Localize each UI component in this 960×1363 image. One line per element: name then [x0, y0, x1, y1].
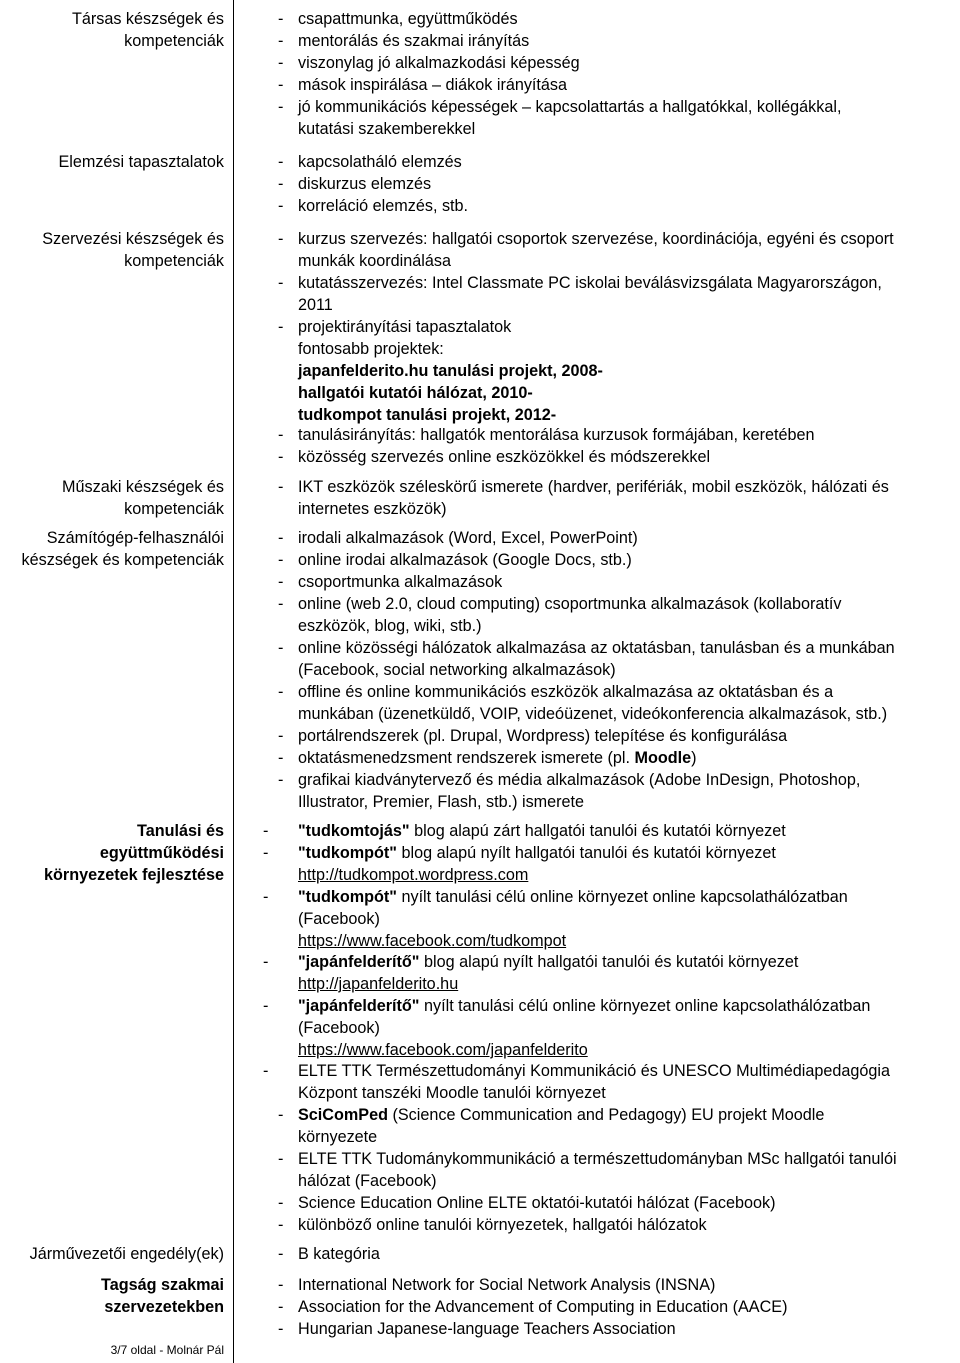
bullet-dash: - [278, 10, 284, 28]
section-label [0, 1274, 224, 1318]
section-label [0, 1243, 224, 1265]
section-label-line: Szervezési készségek és [42, 230, 224, 248]
list-item: hálózat (Facebook) [298, 1172, 437, 1190]
section-label-line: kompetenciák [124, 252, 224, 270]
list-item: Association for the Advancement of Computing in Education (AACE) [298, 1298, 788, 1316]
section-label [0, 476, 224, 520]
bullet-dash: - [278, 771, 284, 789]
bullet-dash: - [278, 1216, 284, 1234]
list-item: eszközök, blog, wiki, stb.) [298, 617, 482, 635]
bullet-dash: - [278, 573, 284, 591]
list-item: ELTE TTK Természettudományi Kommunikáció és UNESCO Multimédiapedagógia [298, 1062, 890, 1080]
list-item: csoportmunka alkalmazások [298, 573, 503, 591]
list-item: ELTE TTK Tudománykommunikáció a természettudományban MSc hallgatói tanulói [298, 1150, 897, 1168]
list-item: kutatási szakemberekkel [298, 120, 476, 138]
section-label-line: készségek és kompetenciák [21, 551, 224, 569]
list-item: Központ tanszéki Moodle tanulói környezet [298, 1084, 606, 1102]
list-item: munkában (üzenetküldő, VOIP, videóüzenet, videókonferencia alkalmazások, stb.) [298, 705, 888, 723]
section-label-line: szervezetekben [104, 1298, 224, 1316]
bullet-dash: - [278, 153, 284, 171]
bullet-dash: - [278, 1276, 284, 1294]
list-item: SciComPed (Science Communication and Pedagogy) EU projekt Moodle [298, 1106, 825, 1124]
section-label-line: Járművezetői engedély(ek) [29, 1245, 224, 1263]
bullet-dash: - [263, 888, 269, 906]
list-item: csapattmunka, együttműködés [298, 10, 518, 28]
bullet-dash: - [278, 551, 284, 569]
bullet-dash: - [278, 595, 284, 613]
bold-keyword: "japánfelderítő" [298, 953, 420, 971]
column-divider [233, 0, 234, 1363]
list-item: munkák koordinálása [298, 252, 451, 270]
bullet-dash: - [278, 32, 284, 50]
bullet-dash: - [278, 478, 284, 496]
item-link[interactable]: http://japanfelderito.hu [298, 975, 459, 993]
list-item: online közösségi hálózatok alkalmazása az oktatásban, tanulásban és a munkában [298, 639, 895, 657]
section-label [0, 228, 224, 272]
list-item: korreláció elemzés, stb. [298, 197, 469, 215]
list-item: internetes eszközök) [298, 500, 447, 518]
list-item: mentorálás és szakmai irányítás [298, 32, 530, 50]
bullet-dash: - [278, 1298, 284, 1316]
list-item: IKT eszközök széleskörű ismerete (hardver, perifériák, mobil eszközök, hálózati és [298, 478, 889, 496]
section-label [0, 151, 224, 173]
list-item: (Facebook) [298, 910, 380, 928]
list-item: Hungarian Japanese-language Teachers Association [298, 1320, 676, 1338]
list-item: "japánfelderítő" blog alapú nyílt hallgatói tanulói és kutatói környezet [298, 953, 799, 971]
bullet-dash: - [278, 197, 284, 215]
list-item: online irodai alkalmazások (Google Docs, stb.) [298, 551, 632, 569]
list-item: közösség szervezés online eszközökkel és módszerekkel [298, 448, 711, 466]
bullet-dash: - [278, 54, 284, 72]
list-item: "tudkompót" blog alapú nyílt hallgatói tanulói és kutatói környezet [298, 844, 776, 862]
list-item: viszonylag jó alkalmazkodási képesség [298, 54, 580, 72]
list-item: International Network for Social Network Analysis (INSNA) [298, 1276, 716, 1294]
bullet-dash: - [263, 997, 269, 1015]
bold-keyword: "tudkompót" [298, 888, 397, 906]
list-item: portálrendszerek (pl. Drupal, Wordpress) telepítése és konfigurálása [298, 727, 788, 745]
bullet-dash: - [278, 749, 284, 767]
list-item: Illustrator, Premier, Flash, stb.) ismerete [298, 793, 585, 811]
bullet-dash: - [278, 76, 284, 94]
list-item: irodali alkalmazások (Word, Excel, PowerPoint) [298, 529, 638, 547]
list-item: hallgatói kutatói hálózat, 2010- [298, 384, 533, 402]
bullet-dash: - [278, 727, 284, 745]
list-item: japanfelderito.hu tanulási projekt, 2008- [298, 362, 603, 380]
bullet-dash: - [278, 1106, 284, 1124]
section-label-line: Számítógép-felhasználói [46, 529, 224, 547]
bullet-dash: - [278, 426, 284, 444]
bold-keyword: "tudkomtojás" [298, 822, 410, 840]
list-item: projektirányítási tapasztalatok [298, 318, 512, 336]
section-label-line: Társas készségek és [71, 10, 224, 28]
bold-keyword: "tudkompót" [298, 844, 397, 862]
section-label-line: Tagság szakmai [101, 1276, 224, 1294]
section-label-line: kompetenciák [124, 500, 224, 518]
section-label-line: Tanulási és [137, 822, 224, 840]
list-item: környezete [298, 1128, 378, 1146]
page-footer: 3/7 oldal - Molnár Pál [110, 1343, 224, 1357]
list-item: "tudkompót" nyílt tanulási célú online környezet online kapcsolathálózatban [298, 888, 848, 906]
list-item: kapcsolatháló elemzés [298, 153, 462, 171]
list-item: oktatásmenedzsment rendszerek ismerete (pl. Moodle) [298, 749, 697, 767]
section-label-line: környezetek fejlesztése [44, 866, 224, 884]
bullet-dash: - [278, 1150, 284, 1168]
bullet-dash: - [278, 1245, 284, 1263]
section-label [0, 527, 224, 571]
list-item: Science Education Online ELTE oktatói-kutatói hálózat (Facebook) [298, 1194, 776, 1212]
list-item: online (web 2.0, cloud computing) csoportmunka alkalmazások (kollaboratív [298, 595, 842, 613]
section-label-line: kompetenciák [124, 32, 224, 50]
bullet-dash: - [278, 175, 284, 193]
list-item: kutatásszervezés: Intel Classmate PC iskolai beválásvizsgálata Magyarországon, [298, 274, 882, 292]
bullet-dash: - [278, 529, 284, 547]
bullet-dash: - [263, 953, 269, 971]
list-item: tudkompot tanulási projekt, 2012- [298, 406, 557, 424]
bullet-dash: - [263, 844, 269, 862]
list-item: diskurzus elemzés [298, 175, 432, 193]
list-item: tanulásirányítás: hallgatók mentorálása kurzusok formájában, keretében [298, 426, 815, 444]
list-item: offline és online kommunikációs eszközök alkalmazása az oktatásban és a [298, 683, 834, 701]
list-item: különböző online tanulói környezetek, hallgatói hálózatok [298, 1216, 707, 1234]
list-item: "tudkomtojás" blog alapú zárt hallgatói tanulói és kutatói környezet [298, 822, 786, 840]
section-label [0, 820, 224, 886]
list-item: kurzus szervezés: hallgatói csoportok szervezése, koordinációja, egyéni és csoport [298, 230, 894, 248]
section-label-line: Elemzési tapasztalatok [58, 153, 224, 171]
list-item: B kategória [298, 1245, 380, 1263]
bullet-dash: - [278, 230, 284, 248]
item-link[interactable]: http://tudkompot.wordpress.com [298, 866, 529, 884]
bullet-dash: - [278, 98, 284, 116]
section-label [0, 8, 224, 52]
list-item: mások inspirálása – diákok irányítása [298, 76, 568, 94]
list-item: "japánfelderítő" nyílt tanulási célú online környezet online kapcsolathálózatban [298, 997, 871, 1015]
bullet-dash: - [263, 822, 269, 840]
bold-keyword: "japánfelderítő" [298, 997, 420, 1015]
bold-keyword: SciComPed [298, 1106, 388, 1124]
bullet-dash: - [278, 639, 284, 657]
bullet-dash: - [278, 318, 284, 336]
list-item: jó kommunikációs képességek – kapcsolattartás a hallgatókkal, kollégákkal, [298, 98, 842, 116]
item-link[interactable]: https://www.facebook.com/japanfelderito [298, 1041, 588, 1059]
list-item: fontosabb projektek: [298, 340, 444, 358]
list-item: grafikai kiadványtervező és média alkalmazások (Adobe InDesign, Photoshop, [298, 771, 861, 789]
bullet-dash: - [278, 274, 284, 292]
bullet-dash: - [278, 1194, 284, 1212]
bold-keyword: Moodle [634, 749, 692, 767]
list-item: (Facebook, social networking alkalmazások) [298, 661, 616, 679]
list-item: 2011 [298, 296, 333, 314]
section-label-line: együttműködési [99, 844, 224, 862]
item-link[interactable]: https://www.facebook.com/tudkompot [298, 932, 567, 950]
bullet-dash: - [278, 1320, 284, 1338]
bullet-dash: - [278, 448, 284, 466]
bullet-dash: - [278, 683, 284, 701]
list-item: (Facebook) [298, 1019, 380, 1037]
bullet-dash: - [263, 1062, 269, 1080]
section-label-line: Műszaki készségek és [62, 478, 224, 496]
